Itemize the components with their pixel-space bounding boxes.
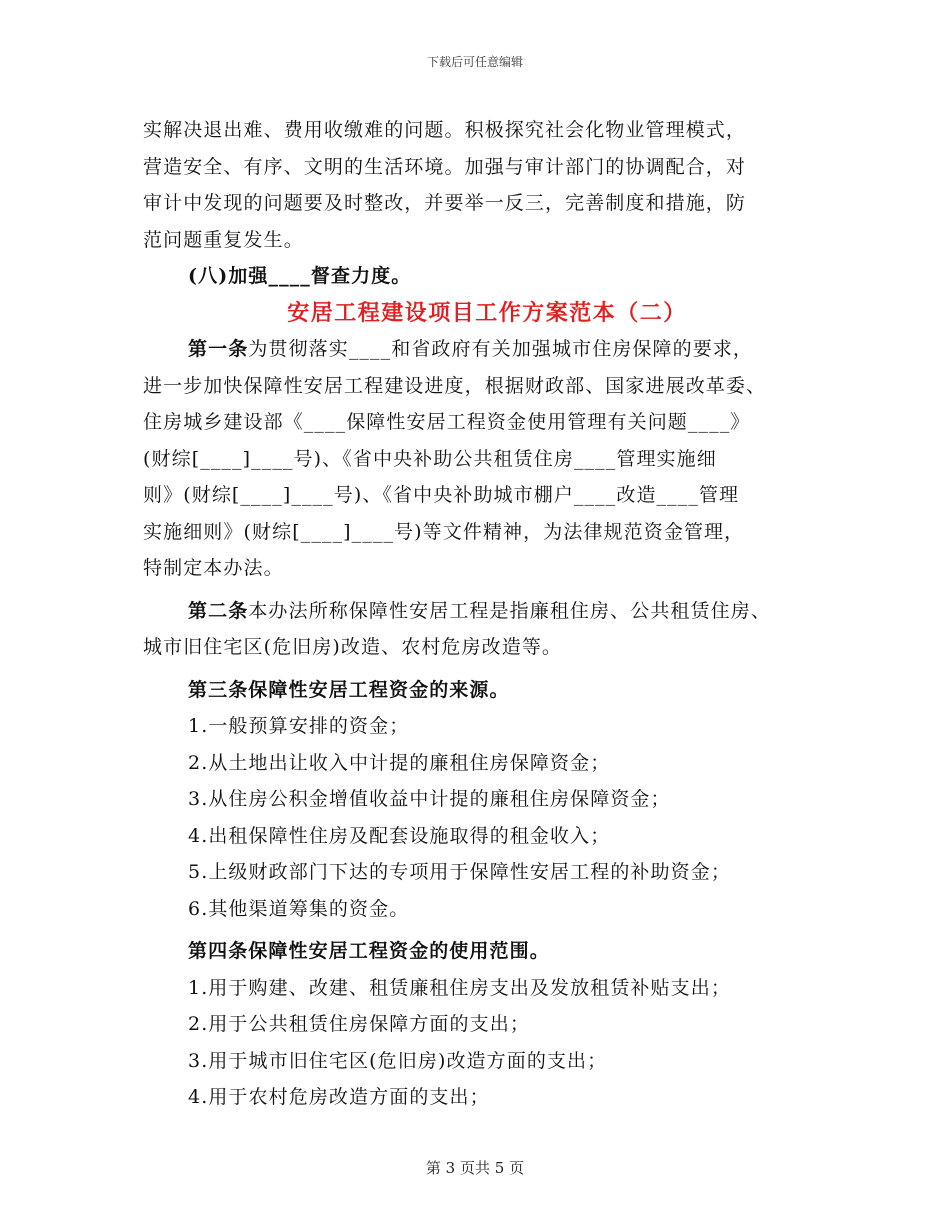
article-1-label: 第一条	[188, 338, 249, 360]
paragraph-line: 住房城乡建设部《____保障性安居工程资金使用管理有关问题____》	[143, 411, 751, 433]
list-item: 5.上级财政部门下达的专项用于保障性安居工程的补助资金；	[188, 861, 731, 883]
page-header: 下载后可任意编辑	[426, 55, 523, 69]
page-footer: 第 3 页共 5 页	[425, 1159, 525, 1177]
paragraph-line: 则》(财综[____]____号)、《省中央补助城市棚户____改造____管理	[143, 484, 740, 506]
paragraph-line: 实解决退出难、费用收缴难的问题。积极探究社会化物业管理模式，	[143, 119, 747, 141]
list-item: 1.用于购建、改建、租赁廉租住房支出及发放租赁补贴支出；	[188, 976, 731, 999]
list-item: 6.其他渠道筹集的资金。	[188, 897, 410, 920]
article-2-first-line	[143, 593, 823, 630]
list-item: 3.从住房公积金增值收益中计提的廉租住房保障资金；	[188, 788, 671, 810]
list-item: 4.出租保障性住房及配套设施取得的租金收入；	[188, 824, 611, 847]
paragraph-line: 实施细则》(财综[____]____号)等文件精神，为法律规范资金管理，	[143, 520, 745, 543]
article-2-text: 本办法所称保障性安居工程是指廉租住房、公共租赁住房、	[248, 599, 771, 622]
paragraph-line: 城市旧住宅区(危旧房)改造、农村危房改造等。	[143, 636, 563, 658]
list-item: 4.用于农村危房改造方面的支出；	[188, 1086, 490, 1108]
section-title: 安居工程建设项目工作方案范本（二）	[287, 299, 687, 326]
list-item: 2.从土地出让收入中计提的廉租住房保障资金；	[188, 751, 611, 774]
article-2-label: 第二条	[188, 599, 249, 622]
list-item: 2.用于公共租赁住房保障方面的支出；	[188, 1013, 530, 1035]
article-1-text: 为贯彻落实____和省政府有关加强城市住房保障的要求，	[248, 338, 754, 360]
paragraph-line: 审计中发现的问题要及时整改，并要举一反三，完善制度和措施，防	[143, 192, 747, 214]
paragraph-line: (财综[____]____号)、《省中央补助公共租赁住房____管理实施细	[143, 447, 717, 470]
list-item: 1.一般预算安排的资金；	[188, 715, 410, 737]
item-eight-heading: (八)加强____督查力度。	[188, 265, 412, 287]
paragraph-line: 范问题重复发生。	[143, 228, 304, 251]
article-4-heading: 第四条保障性安居工程资金的使用范围。	[188, 940, 550, 962]
document-body	[143, 112, 823, 1116]
paragraph-line: 营造安全、有序、文明的生活环境。加强与审计部门的协调配合，对	[143, 155, 747, 178]
article-1-first-line	[143, 331, 823, 368]
article-3-heading: 第三条保障性安居工程资金的来源。	[188, 678, 510, 701]
paragraph-line: 特制定本办法。	[143, 557, 284, 579]
list-item: 3.用于城市旧住宅区(危旧房)改造方面的支出；	[188, 1049, 608, 1072]
paragraph-line: 进一步加快保障性安居工程建设进度，根据财政部、国家进展改革委、	[143, 374, 767, 397]
